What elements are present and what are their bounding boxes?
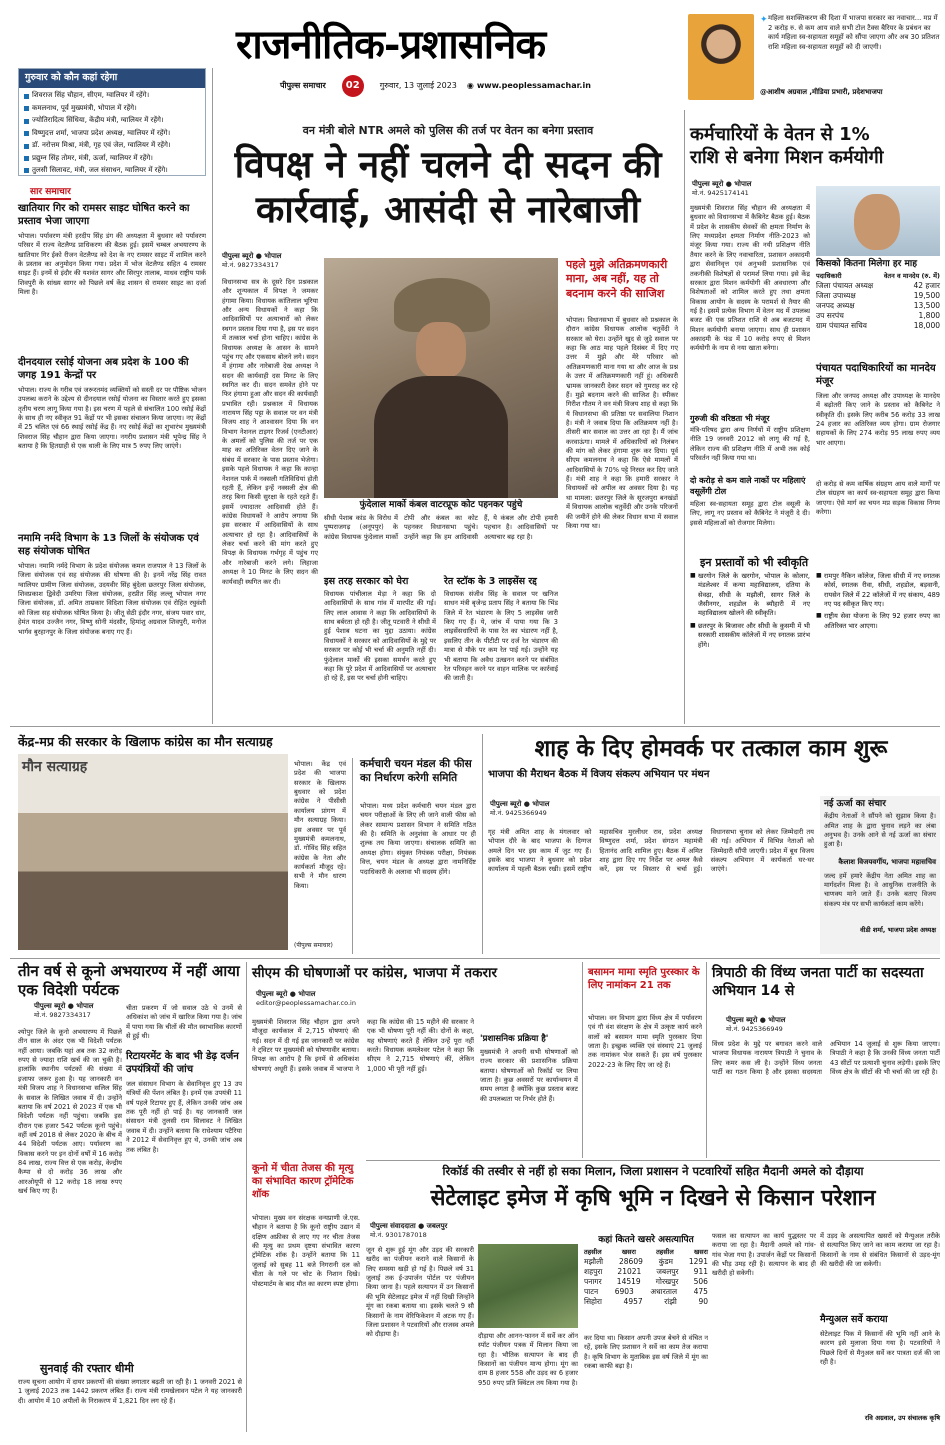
table-row: सिहोरा 4957 रांझी 90 [584,1297,708,1307]
page-number: 02 [342,75,364,97]
lead-headline-line-2: कार्रवाई, आसंदी से नारेबाजी [255,188,641,232]
table-row: जिला पंचायत अध्यक्ष 42 हजार [816,280,940,290]
proposals-right [816,572,940,634]
schedule-title: गुरुवार को कौन कहां रहेगा [19,69,205,88]
kendra-body: भोपाल। केंद्र एवं प्रदेश की भाजपा सरकार के खिलाफ बुधवार को प्रदेश कांग्रेस ने पीसीसी कार्यालय प्रांगण में मौन सत्याग्रह किया। इस अवसर पर पूर्व मुख्यमंत्री कमलनाथ, डॉ. गोविंद सिंह सहित कांग्रेस के नेता और कार्यकर्ता मौजूद रहे। सभी ने मौन धारण किया। [294,760,346,890]
schedule-list [19,88,205,179]
lead-headline-line-1: विपक्ष ने नहीं चलने दी सदन की [234,143,662,186]
satellite-body-4: फसल का सत्यापन का कार्य युद्धस्तर पर कराया जा रहा है। मैदानी अमले को गांव-गांव भेजा गया है। उपार्जन केंद्रों पर किसानों की भीड़ उमड़ रही है। सत्यापन के बाद ही खरीदी हो सकेगी। [712,1232,816,1278]
shah-subhead: भाजपा की मैराथन बैठक में विजय संकल्प अभियान पर मंथन [488,769,710,780]
proposals-left [690,572,810,653]
karmchari-body: मुख्यमंत्री शिवराज सिंह चौहान की अध्यक्षता में बुधवार को विधानसभा में कैबिनेट बैठक हुई। बैठक में प्रदेश के शासकीय सेवकों की क्षमता निर्माण के लिए मध्यप्रदेश क्षमता निर्माण नीति-2023 को मंजूर किया गया। राज्य की नयी प्रशिक्षण नीति तैयार करने के लिए नवाचारिता, प्रशासन अकादमी द्वारा सेवानिवृत्त एवं अनुभवी प्रशासनिक एवं तकनीकी विशेषज्ञों से परामर्श लिया गया। इसे केंद्र सरकार द्वारा मिशन कर्मयोगी की अवधारणा और विशेषताओं को शामिल करते हुए तथा क्षमता विकास आयोग के सदस्य के परामर्श से तैयार की गई है। इसमें प्रत्येक विभाग में वेतन मद में उपलब्ध बजट की एक प्रतिशत राशि से अब बजटमद में मिशन कर्मयोगी बनाया जाएगा। साथ ही प्रशासन अकादमी के फंड में 10 करोड़ रुपए से मिशन कर्मयोगी के नाम से नया खाता बनेगा। [690,204,810,353]
salary-title: किसको कितना मिलेगा हर माह [816,259,917,269]
tripathi-byline: पीपुल्स ब्यूरो ● भोपाल मो.नं. 9425366949 [726,1016,786,1034]
satellite-photo [478,1244,578,1328]
list-item: ■ रामपुर नैकिन कॉलेज, जिला सीधी में नए स्नातक कोर्स, स्नातक रीवा, सीधी, शहडोल, बड़वानी, रायसेन जिले में 22 कॉलेजों में नए संकाय, 489 नए पद स्वीकृत किए गए। [816,572,940,609]
salary-table [816,272,940,331]
kendra-headline: केंद्र-मप्र की सरकार के खिलाफ कांग्रेस का मौन सत्याग्रह [18,734,273,749]
tweet-box [688,14,940,104]
paper-name: पीपुल्स समाचार [280,80,326,90]
list-item: शिवराज सिंह चौहान, सीएम, ग्वालियर में रहेंगे। [22,90,202,102]
saar-body-2: भोपाल। राज्य के गरीब एवं जरूरतमंद व्यक्तियों को सस्ती दर पर पौष्टिक भोजन उपलब्ध कराने के उद्देश्य से दीनदयाल रसोई योजना का विस्तार करते हुए इसका तृतीय चरण लागू किया गया है। इस चरण में पहले से संचालित 100 रसोई केंद्रों के साथ ही नए स्वीकृत 91 केंद्रों पर भी इसका संचालन किया जाएगा। नए केंद्रों में 25 चलित एवं 66 स्थाई रसोई केंद्र हैं। नए रसोई केंद्रों का शुभारंभ मुख्यमंत्री शिवराज सिंह चौहान द्वारा किया जाएगा। नगरीय प्रशासन मंत्री भूपेन्द्र सिंह ने बताया है कि हितग्राही से एक थाली के लिए मात्र 5 रुपए लिए जाएंगे। [18,386,206,451]
satellite-mobile: मो.नं. 9301787018 [370,1231,427,1240]
karmchari-sub-headline: गुरुजी की वरिष्ठता भी मंजूर [690,414,770,423]
toll-headline: दो करोड़ से कम वाले नाकों पर महिलाएं वसूलेंगी टोल [690,476,806,496]
lead-sub-body-2: विधायक पांचीलाल मेड़ा ने कहा कि दो आदिवासियों के साथ गांव में मारपीट की गई। लिए लाल आवास ने कहा कि आदिवासियों के साथ बर्बरता हो रही है। जीतू पटवारी ने सीधी में हुई पेशाब घटना का मुद्दा उठाया। कांग्रेस विधायकों ने सरकार को आदिवासियों के मुद्दे पर सरकार पर कोई भी चर्चा की अनुमति नहीं दी। फुंदेलाल मार्को की इसका समर्थन करते हुए कहा कि पूरे प्रदेश में आदिवासियों पर अत्याचार हो रहे हैं, इस पर चर्चा होनी चाहिए। [324,590,436,683]
panchayat-body: जिला और जनपद अध्यक्ष और उपाध्यक्ष के मानदेय में बढ़ोतरी किए जाने के प्रस्ताव को कैबिनेट ने स्वीकृति दी। इसके लिए करीब 56 करोड़ 33 लाख 24 हजार का अतिरिक्त व्यय होगा। ग्राम रोजगार सहायकों के लिए 274 करोड़ 95 लाख रुपए व्यय भार आएगा। [816,392,940,447]
side-headline: पहले मुझे अतिक्रमणकारी माना, अब नहीं, यह तो बदनाम करने की साजिश [566,258,668,300]
lead-kicker: वन मंत्री बोले NTR अमले को पुलिस की तर्ज पर वेतन का बनेगा प्रस्ताव [302,124,594,137]
tweet-author: @आशीष अग्रवाल ,मीडिया प्रभारी, प्रदेशभाजपा [760,88,883,96]
karmchari-headline-line-2: राशि से बनेगा मिशन कर्मयोगी [690,146,884,168]
list-item: ■ खरगोन जिले के खरगोन, भोपाल के कोलार, मंडलेश्वर में कन्या महाविद्यालय, दतिया के सेवढ़ा, सीधी के मझौली, सागर जिले के जैसीनगर, शहडोल के ब्यौहारी में नए महाविद्यालय खोलने की स्वीकृति। [690,572,810,619]
list-item: तुलसी सिलावट, मंत्री, जल संसाधन, ग्वालियर में रहेंगे। [22,164,202,176]
shah-mobile: मो.नं. 9425366949 [490,809,547,818]
lead-mobile: मो.नं. 9827334317 [222,261,279,270]
karmchari-headline-line-1: कर्मचारियों के वेतन से 1% [690,124,870,145]
cheetah-body: भोपाल। मुख्य वन संरक्षक वन्यप्राणी जे.एस. चौहान ने बताया है कि कूनो राष्ट्रीय उद्यान में दक्षिण अफ्रीका से लाए गए नर चीता तेजस की मृत्यु का प्रथम दृष्टया संभावित कारण ट्रॉमेटिक शॉक है। उन्होंने बताया कि 11 जुलाई को सुबह 11 बजे निगरानी दल को चीता के गले पर चोट के निशान दिखे। पोस्टमार्टम के बाद मौत का कारण स्पष्ट होगा। [252,1214,360,1288]
schedule-box [18,68,206,176]
retirement-body: जल संसाधन विभाग के सेवानिवृत्त हुए 13 उप यंत्रियों की पेंशन लंबित है। इनमें एक उपयंत्री 11 वर्ष पहले रिटायर हुए हैं, लेकिन उनकी जांच अब तक पूरी नहीं हो पाई है। यह जानकारी जल संसाधन मंत्री तुलसी राम सिलावट ने लिखित जवाब में दी। उन्होंने बताया कि राधेश्याम पटैरिया ने 2012 में सेवानिवृत्त हुए थे, उनकी जांच अब तक लंबित है। [126,1080,242,1154]
admin-process-headline: 'प्रशासनिक प्रक्रिया है' [480,1034,549,1044]
face-shape [854,194,900,250]
saar-headline-3: नमामि नर्मदे विभाग के 13 जिलों के संयोजक एवं सह संयोजक घोषित [18,533,199,557]
photo-story: सीधी पेशाब कांड के विरोध में पुष्पराजगढ़ (अनूपपुर) के कांग्रेस विधायक फुंदेलाल मार्को टोपी और कंबल का कोट पहनकर विधानसभा पहुंचे। उन्होंने कहा कि हम आदिवासी हैं, ये कंबल और टोपी हमारी पहचान है। आदिवासियों पर अत्याचार बढ़ रहा है। [324,514,558,541]
tripathi-body: विंध्य प्रदेश के मुद्दे पर बगावत करने वाले भाजपा विधायक नारायण त्रिपाठी ने चुनाव के लिए कमर कस ली है। उन्होंने विंध्य जनता पार्टी का गठन किया है और इसका सदस्यता अभियान 14 जुलाई से शुरू किया जाएगा। त्रिपाठी ने कहा है कि उनकी विंध्य जनता पार्टी 43 सीटों पर प्रत्याशी चुनाव लड़ेगी। इसके लिए विंध्य क्षेत्र के सीटों की भी चर्चा की जा रही है। [712,1040,940,1077]
manual-survey-headline: मैन्युअल सर्वे कराया [820,1314,888,1325]
table-row: जनपद अध्यक्ष 13,500 [816,301,940,311]
lead-body: विधानसभा सत्र के दूसरे दिन प्रश्नकाल और शून्यकाल में विपक्ष ने जमकर हंगामा किया। विधायक कांतिलाल भूरिया और अन्य विधायकों ने कहा कि आदिवासियों पर अत्याचारों को लेकर स्थगन प्रस्ताव दिया गया है, इस पर सदन में तत्काल चर्चा होना चाहिए। कांग्रेस के विधायक अध्यक्ष के आसन के सामने पहुंच गए और एकसाथ बोलने लगे। सदन में हंगामा और नारेबाजी देख अध्यक्ष ने सदन की कार्यवाही दस मिनट के लिए स्थगित कर दी। सदन समवेत होने पर फिर हंगामा हुआ और सदन की कार्यवाही प्रभावित रही। प्रश्नकाल में विधायक नारायण सिंह पट्टा के सवाल पर वन मंत्री विजय शाह ने आश्वासन दिया कि वन विभाग नेशनल टाइगर रिजर्व (एनटीआर) के अमलों को पुलिस की तर्ज पर एक माह का अतिरिक्त वेतन दिए जाने के संबंध में सरकार के पास प्रस्ताव भेजेगा। इसके पहले विधायक ने कहा कि कान्हा नेशनल पार्क में नक्सली गतिविधियां होती रहती हैं, लेकिन इन्हें नक्सली क्षेत्र की तरह बिना किसी सुरक्षा के रहते रहते हैं। इसमें ज्यादातर आदिवासी होते हैं। कांग्रेस विधायकों ने आरोप लगाया कि इस सरकार में आदिवासियों के साथ अत्याचार हो रहा है। आदिवासियों के लेकर चर्चा करने की मांग करते हुए विपक्ष के विधायक गर्भगृह में पहुंच गए और नारेबाजी करने लगे। लिहाजा अध्यक्ष ने 10 मिनट के लिए सदन की कार्यवाही स्थगित कर दी। [222,278,318,586]
list-item: ■ छतरपुर के बिजावर और सीधी के कुसमी में भी सरकारी शासकीय कॉलेजों में नए स्नातक प्रारंभ होंगे। [690,622,810,650]
cm-headline: सीएम की घोषणाओं पर कांग्रेस, भाजपा में तकरार [252,965,498,981]
toll-body: महिला स्व-सहायता समूह द्वारा टोल वसूली के लिए, लागू नए प्रस्ताव को कैबिनेट ने मंजूरी दे दी। इससे महिलाओं को रोजगार मिलेगा। [690,500,810,527]
cm-email[interactable]: editor@peoplessamachar.co.in [256,999,356,1008]
quote-1: केंद्रीय नेताओं ने सौंपने को सुझाव किया है। अमित शाह के द्वारा चुनाव लड़ने का लंबा अनुभव है। उनके आने से नई ऊर्जा का संचार हुआ है। [824,812,936,849]
lead-sub-body-3: विधायक संजीव सिंह के सवाल पर खनिज साधन मंत्री बृजेन्द्र प्रताप सिंह ने बताया कि भिंड जिले में रेत भंडारण के लिए 5 लाइसेंस जारी किए गए हैं। ये, जांच में पाया गया कि 3 लाइसेंसधारियों के पास रेत का भंडारण नहीं है, इसलिए तीन के पीटीटी पर दर्ज रेत भंडारण की मात्रा से मौके पर कम रेत पाई गई। उन्होंने यह भी बताया कि अवैध उत्खनन करने पर संबंधित रेत परिवहन करने पर वाहन मालिक पर कार्रवाई की जाती है। [444,590,558,683]
satellite-table-title: कहां कितने खसरे असत्यापित [598,1235,694,1245]
table-row: पनागर 14519 गोरखपुर 506 [584,1277,708,1287]
shah-headline: शाह के दिए होमवर्क पर तत्काल काम शुरू [534,736,888,762]
proposals-headline: इन प्रस्तावों को भी स्वीकृति [700,556,809,569]
kendra-banner: मौन सत्याग्रह [22,759,88,775]
quote-1-by: कैलाश विजयवर्गीय, भाजपा महासचिव [838,858,936,867]
kendra-credit: (पीपुल्स समाचार) [294,942,333,949]
karmchari-headline [690,124,940,169]
list-item: ■ राष्ट्रीय सेवा योजना के लिए 92 हजार रुपए का अतिरिक्त भार आएगा। [816,612,940,631]
cm-photo [816,186,940,256]
photo-caption: फुंदेलाल मार्को कंबल वाटरप्रूफ कोट पहनकर पहुंचे [324,498,558,512]
table-row: जिला उपाध्यक्ष 19,500 [816,290,940,300]
chayan-headline: कर्मचारी चयन मंडल की फीस का निर्धारण करेगी समिति [360,758,472,784]
tweet-text: महिला सशक्तिकरण की दिशा में भाजपा सरकार का नवाचार... मप्र में 2 करोड़ रु. से कम आय वाले सभी टोल टैक्स बैरियर के प्रबंधन का कार्य महिला स्व-सहायता समूहों को सौंपा जाएगा और अब 30 प्रतिशत राशि महिला स्व-सहायता समूहों को दी जाएगी। [768,14,940,51]
quote-2: जल्द हमें हमारे केंद्रीय नेता अमित शाह का मार्गदर्शन मिला है। वे आधुनिक राजनीति के चाणक्य माने जाते हैं। उनके बताए विजय संकल्प मंत्र पर सभी कार्यकर्ता काम करेंगे। [824,871,936,908]
satellite-body-1: जून से शुरू हुई मूंग और उड़द की सरकारी खरीद का पंजीयन कराने वाले किसानों के लिए समस्या खड़ी हो गई है। पिछले वर्ष 31 जुलाई तक ई-उपार्जन पोर्टल पर पंजीयन किया जाना है। पहले सत्यापन में उन किसानों की भूमि सेटेलाइट इमेज में नहीं दिखी जिन्होंने मूंग का रकबा बताया था। इसके चलते 9 सौ किसानों के नाम वेरिफिकेशन में अटक गए हैं। जिला प्रशासन ने पटवारियों और राजस्व अमले को दौड़ाया है। [366,1246,474,1339]
tripathi-mobile: मो.नं. 9425366949 [726,1025,783,1034]
satellite-headline: सेटेलाइट इमेज में कृषि भूमि न दिखने से किसान परेशान [430,1186,876,1211]
blanket-shape [374,376,508,498]
list-item: डॉ. नरोत्तम मिश्रा, मंत्री, गृह एवं जेल, ग्वालियर में रहेंगे। [22,140,202,152]
satellite-table [584,1248,708,1307]
chayan-body: भोपाल। मध्य प्रदेश कर्मचारी चयन मंडल द्वारा चयन परीक्षाओं के लिए ली जाने वाली फीस को लेकर सामान्य प्रशासन विभाग ने समिति गठित की है। समिति के अनुशंसा के आधार पर ही शुल्क तय किया जाएगा। संचालक समिति का अध्यक्ष होगा। संयुक्त नियंत्रक परीक्षा, नियंत्रक वित्त, चयन मंडल के अध्यक्ष द्वारा नामनिर्दिष्ट पदाधिकारी के अलावा भी सदस्य होंगे। [360,802,476,876]
face-shape [416,322,466,378]
saar-body-1: भोपाल। पर्यावरण मंत्री हरदीप सिंह डंग की अध्यक्षता में बुधवार को पर्यावरण परिसर में राज्य वेटलैण्ड प्राधिकरण की बैठक हुई। इसमें चम्बल अभयारण्य के खातियार गिर ईको रीजन वेटलैण्ड को देश के नए रामसर साइट में शामिल करने के प्रस्ताव का अनुमोदन किया गया। प्रदेश में भोज वेटलैण्ड सहित 4 रामसर साइट हैं। इनमें से इंदौर की यशवंत सागर और सिरपुर तालाब, माधव राष्ट्रीय पार्क शिवपुरी के सांख्य सागर को पिछले वर्ष केंद्र शासन से रामसर साइट का दर्जा मिला है। [18,232,206,297]
issue-date: गुरुवार, 13 जुलाई 2023 [379,80,457,90]
list-item: विष्णुदत्त शर्मा, भाजपा प्रदेश अध्यक्ष, ग्वालियर में रहेंगे। [22,127,202,139]
manual-survey-body: सेटेलाइट पिक में किसानों की भूमि नहीं आने के कारण इसे मुलाजा दिया गया है। पटवारियों ने पिछले दिनों से मैनुअल सर्वे कर पात्रता दर्ज की जा रही है। [820,1330,940,1367]
saar-body-3: भोपाल। नमामि नर्मदे विभाग के प्रदेश संयोजक कमल राजपाल ने 13 जिलों के जिला संयोजक एवं सह संयोजक की घोषणा की है। इनमें नरेंद्र सिंह रावत ग्वालियर ग्रामीण जिला संयोजक, उदयवीर सिंह बुंदेला छतरपुर जिला संयोजक, शिवप्रकाश द्विवेदी उमरिया जिला संयोजक, हरप्रीत सिंह लल्लू भोपाल नगर जिला संयोजक, डॉ. अमित ताम्रकार विदिशा जिला संयोजक एवं रोहित रघुवंशी को जिला सह संयोजक घोषित किया है। जीतू सेठी इंदौर नगर, संजय पवार धार, हेमंत यादव उज्जैन नगर, विष्णु सोनी मंदसौर, हिमांशु अग्रवाल शिवपुरी, मनोज भार्गव बुरहानपुर के जिला संयोजक बनाए गए हैं। [18,562,206,636]
table-row: मझौली 28609 कुंडम 1291 [584,1256,708,1266]
kuno-body: श्योपुर जिले के कूनो अभयारण्य में पिछले तीन साल के अंदर एक भी विदेशी पर्यटक नहीं आया। जबकि यहां अब तक 32 करोड़ रुपए से ज्यादा राशि खर्च की जा चुकी है। हालांकि स्थानीय पर्यटकों की संख्या में इजाफा जरूर हुआ है। यह जानकारी वन मंत्री विजय शाह ने विधानसभा सलिल सिंह के सवाल के लिखित जवाब में दी। उन्होंने बताया कि वर्ष 2021 से 2023 में एक भी विदेशी पर्यटक नहीं पहुंचा। जबकि इस दौरान एक हजार 542 पर्यटक कूनो पहुंचे। वहीं वर्ष 2018 से लेकर 2020 के बीच में 44 विदेशी पर्यटक आए। पर्यावरण का विकास करने पर इन दोनों वर्षों में 16 करोड़ 84 लाख, राज्य वित्त से एक करोड़, केन्द्रीय कैम्पा से दो करोड़ 36 लाख और आरओयूपी से 12 करोड़ 18 लाख रुपए खर्च किए गए हैं। [18,1028,122,1196]
cheetah-headline: कूनो में चीता तेजस की मृत्यु का संभावित कारण ट्रॉमेटिक शॉक [252,1163,354,1200]
hearing-headline: सुनवाई की रफ्तार धीमी [40,1362,134,1375]
kuno-byline: पीपुल्स ब्यूरो ● भोपाल मो.नं. 9827334317 [34,1002,94,1020]
table-row: शहपुरा 21021 जबलपुर 911 [584,1266,708,1276]
lead-sub-headline-2: इस तरह सरकार को घेरा [324,576,409,587]
basaman-body: भोपाल। वन विभाग द्वारा विंध्य क्षेत्र में पर्यावरण एवं गौ वंश संरक्षण के क्षेत्र में उत्कृष्ट कार्य करने वालों को बसामन मामा स्मृति पुरस्कार दिया जाता है। इच्छुक व्यक्ति एवं संस्थाएं 21 जुलाई तक नामांकन भेज सकते हैं। इस वर्ष पुरस्कार 2022-23 के लिए दिए जा रहे हैं। [588,1014,702,1069]
avatar [688,14,754,100]
kuno-side: चीता प्रकरण में जो सवाल उठे थे उनमें से अधिकांश को जांच में खारिज किया गया है। जांच में पाया गया कि चीतों की मौत स्वाभाविक कारणों से हुई थी। [126,1004,242,1041]
kuno-headline: तीन वर्ष से कूनो अभयारण्य में नहीं आया एक विदेशी पर्यटक [18,962,240,999]
list-item: ज्योतिरादित्य सिंधिया, केंद्रीय मंत्री, ग्वालियर में रहेंगे। [22,115,202,127]
list-item: कमलनाथ, पूर्व मुख्यमंत्री, भोपाल में रहेंगे। [22,102,202,114]
toll-collection-body: दो करोड़ से कम वार्षिक संग्रहण आय वाले मार्गों पर टोल संग्रहण का कार्य स्व-सहायता समूह द्वारा किया जाएगा। ऐसे मार्ग का चयन मप्र सड़क विकास निगम करेगा। [816,480,940,517]
website[interactable]: www.peoplessamachar.in [476,80,591,90]
side-body: भोपाल। विधानसभा में बुधवार को प्रश्नकाल के दौरान कांग्रेस विधायक आलोक चतुर्वेदी ने सरकार को घेरा। उन्होंने खुद से जुड़े सवाल पर कहा कि आठ माह पहले दिसंबर में दिए गए उत्तर में मुझे और मेरे परिवार को अतिक्रमणकारी माना गया था और आज के प्रश्न के उत्तर में अतिक्रमणकारी नहीं हूं। अधिकारी भ्रामक जानकारी देकर सदन को गुमराह कर रहे हैं। मुझे बदनाम करने की साजिश है। स्पीकर गिरीश गौतम ने वन मंत्री विजय शाह से कहा कि ये विधानसभा की प्रतिष्ठा पर सवालिया निशान है। मंत्री ने जवाब दिया कि अतिक्रमण नहीं है। तीसरी बार सवाल का उत्तर आ रहा है। मैं जांच करवाऊंगा। मामले में अधिकारियों को निलंबन की मांग को लेकर हंगामा शुरू कर दिया। पूर्व सीएम कमलनाथ ने कहा कि ऐसे मामलों में आदिवासियों के 70% पट्टे निरस्त कर दिए जाते हैं। मंत्री शाह ने कहा कि हमारी सरकार ने विधायकों को अपील का अवसर दिया है। यह था मामला: छतरपुर जिले के सूरजपुरा बनखंडों में विधायक आलोक चतुर्वेदी और उनके परिजनों की जमीनें होने की लेकर विधान सभा में सवाल किया गया था। [566,316,678,530]
kuno-mobile: मो.नं. 9827334317 [34,1011,91,1020]
table-row: उप सरपंच 1,800 [816,311,940,321]
twitter-icon: ✦ [760,15,768,25]
shah-quote-box [820,796,940,954]
masthead-strip [280,78,672,94]
shah-body: गृह मंत्री अमित शाह के मंगलवार को भोपाल दौरे के बाद भाजपा के दिग्गज अमले दिन भर इस काम में जुट गए हैं। इसके बाद भाजपा ने बुधवार को प्रदेश कार्यालय में पहली बैठक रखी। इसमें राष्ट्रीय महासचिव मुरलीधर राव, प्रदेश अध्यक्ष विष्णुदत्त शर्मा, प्रदेश संगठन महामंत्री हितानंद आदि शामिल हुए। बैठक में अमित शाह द्वारा दिए गए निर्देश पर अमल कैसे करें, इस पर विस्तार से चर्चा हुई। विधानसभा चुनाव को लेकर जिम्मेदारी तय की गई। अभियान में विभिन्न नेताओं को जिम्मेदारी सौंपी जाएगी। प्रदेश में बूथ विजय संकल्प अभियान में कार्यकर्ता घर-घर जाएंगे। [488,828,814,874]
manual-survey-by: रवि अग्रवाल, उप संचालक कृषि [864,1414,940,1422]
cm-byline: पीपुल्स ब्यूरो ● भोपाल editor@peoplessamachar.co.in [256,990,356,1008]
lead-byline: पीपुल्स ब्यूरो ● भोपाल मो.नं. 9827334317 [222,252,282,270]
salary-table-header: पदाधिकारी वेतन व मानदेय (रु. में) [816,272,940,280]
satellite-byline: पीपुल्स संवाददाता ● जबलपुर मो.नं. 9301787018 [370,1222,448,1240]
lead-photo [324,258,558,498]
saar-label: सार समाचार [30,186,71,200]
satellite-body-5: में उड़द के असत्यापित खसरों को मैन्युअल तरीके से सत्यापित किए जाने का काम कराया जा रहा है। किसानों के नाम से संबंधित किसानों से उड़द-मूंग की खरीदी की जा सकेगी। [820,1232,940,1269]
lead-headline [218,142,678,232]
section-title: राजनीतिक-प्रशासनिक [236,21,546,68]
table-row: पाटन 6903 अधारताल 475 [584,1287,708,1297]
karmchari-byline: पीपुल्स ब्यूरो ● भोपाल मो.नं. 9425174141 [692,180,752,198]
globe-icon: ◉ [466,80,474,90]
table-header: तहसील खसरा तहसील खसरा [584,1248,708,1256]
admin-process-body: मुख्यमंत्री ने अपनी सभी घोषणाओं को राज्य सरकार की प्रशासनिक प्रक्रिया बताया। घोषणाओं को रिकॉर्ड पर लिया जाता है। कुछ अवसरों पर कार्यान्वयन में समय लगता है क्योंकि कुछ प्रस्ताव बजट की उपलब्धता पर निर्भर होते हैं। [480,1048,578,1103]
satellite-body-3: कर दिया था। किसान अपनी उपज बेचने से वंचित न रहें, इसके लिए प्रशासन ने सर्वे का काम तेज कराया है। कृषि विभाग के मुताबिक इस वर्ष जिले में मूंग का रकबा काफी बढ़ा है। [584,1334,708,1371]
retirement-headline: रिटायरमेंट के बाद भी डेढ़ दर्जन उपयंत्रियों की जांच [126,1051,239,1075]
saar-headline-1: खातियार गिर को रामसर साइट घोषित करने का प्रस्ताव भेजा जाएगा [18,203,190,227]
saar-headline-2: दीनदयाल रसोई योजना अब प्रदेश के 100 की जगह 191 केन्द्रों पर [18,357,189,381]
karmchari-mobile: मो.नं. 9425174141 [692,189,749,198]
lead-sub-headline-3: रेत स्टॉक के 3 लाइसेंस रद्द [444,576,537,587]
quote-box-title: नई ऊर्जा का संचार [824,799,886,809]
karmchari-sub-body: मंत्रि-परिषद द्वारा अन्य निर्णयों में राष्ट्रीय प्रशिक्षण नीति 19 जनवरी 2012 को लागू की गई है, लेकिन राज्य की प्रशिक्षण नीति में अभी तक कोई परिवर्तन नहीं किया गया था। [690,426,810,463]
table-row: ग्राम पंचायत सचिव 18,000 [816,321,940,331]
list-item: प्रद्युम्न सिंह तोमर, मंत्री, ऊर्जा, ग्वालियर में रहेंगे। [22,152,202,164]
panchayat-headline: पंचायत पदाधिकारियों का मानदेय मंजूर [816,363,936,387]
quote-2-by: वीडी शर्मा, भाजपा प्रदेश अध्यक्ष [860,925,936,934]
shah-byline: पीपुल्स ब्यूरो ● भोपाल मो.नं. 9425366949 [490,800,550,818]
basaman-headline: बसामन मामा स्मृति पुरस्कार के लिए नामांकन 21 तक [588,967,700,991]
tripathi-headline: त्रिपाठी की विंध्य जनता पार्टी का सदस्यता अभियान 14 से [712,965,924,1000]
satellite-body-2: दौड़ाया और आनन-फानन में सर्वे कर ऑन स्पॉट पंजीयन पत्रक में मिलान किया जा रहा है। भौतिक सत्यापन के बाद ही किसानों का पंजीयन मान्य होगा। मूंग का दाम 8 हजार 558 और उड़द का 6 हजार 950 रुपए प्रति क्विंटल तय किया गया है। [478,1332,578,1387]
hearing-body: राज्य सूचना आयोग में दायर प्रकरणों की संख्या लगातार बढ़ती जा रही है। 1 जनवरी 2021 से 1 जुलाई 2023 तक 1442 प्रकरण लंबित हैं। राज्य मंत्री रामखेलावन पटेल ने यह जानकारी दी। आयोग में 10 अपीलों के निराकरण में 1,821 दिन लग रहे हैं। [18,1378,242,1405]
satellite-kicker: रिकॉर्ड की तस्वीर से नहीं हो सका मिलान, जिला प्रशासन ने पटवारियों सहित मैदानी अमले को दौड़ाया [442,1164,864,1178]
kendra-photo [18,754,288,950]
cm-body: मुख्यमंत्री शिवराज सिंह चौहान द्वारा अपने मौजूदा कार्यकाल में 2,715 घोषणाएं की गई। सदन में दी गई इस जानकारी पर कांग्रेस ने ट्विटर पर मुख्यमंत्री को घोषणावीर बताया। विपक्ष का आरोप है कि इनमें से अधिकांश घोषणाएं अधूरी हैं। इसके जवाब में भाजपा ने कहा कि कांग्रेस की 15 महीने की सरकार ने एक भी घोषणा पूरी नहीं की। दोनों के कहा, यह घोषणाएं करते हैं लेकिन उन्हें पूरा नहीं करते। विधायक कमलेश्वर पटेल ने कहा कि सीएम ने 2,715 घोषणाएं कीं, लेकिन 1,000 भी पूरी नहीं हुईं। [252,1018,474,1073]
